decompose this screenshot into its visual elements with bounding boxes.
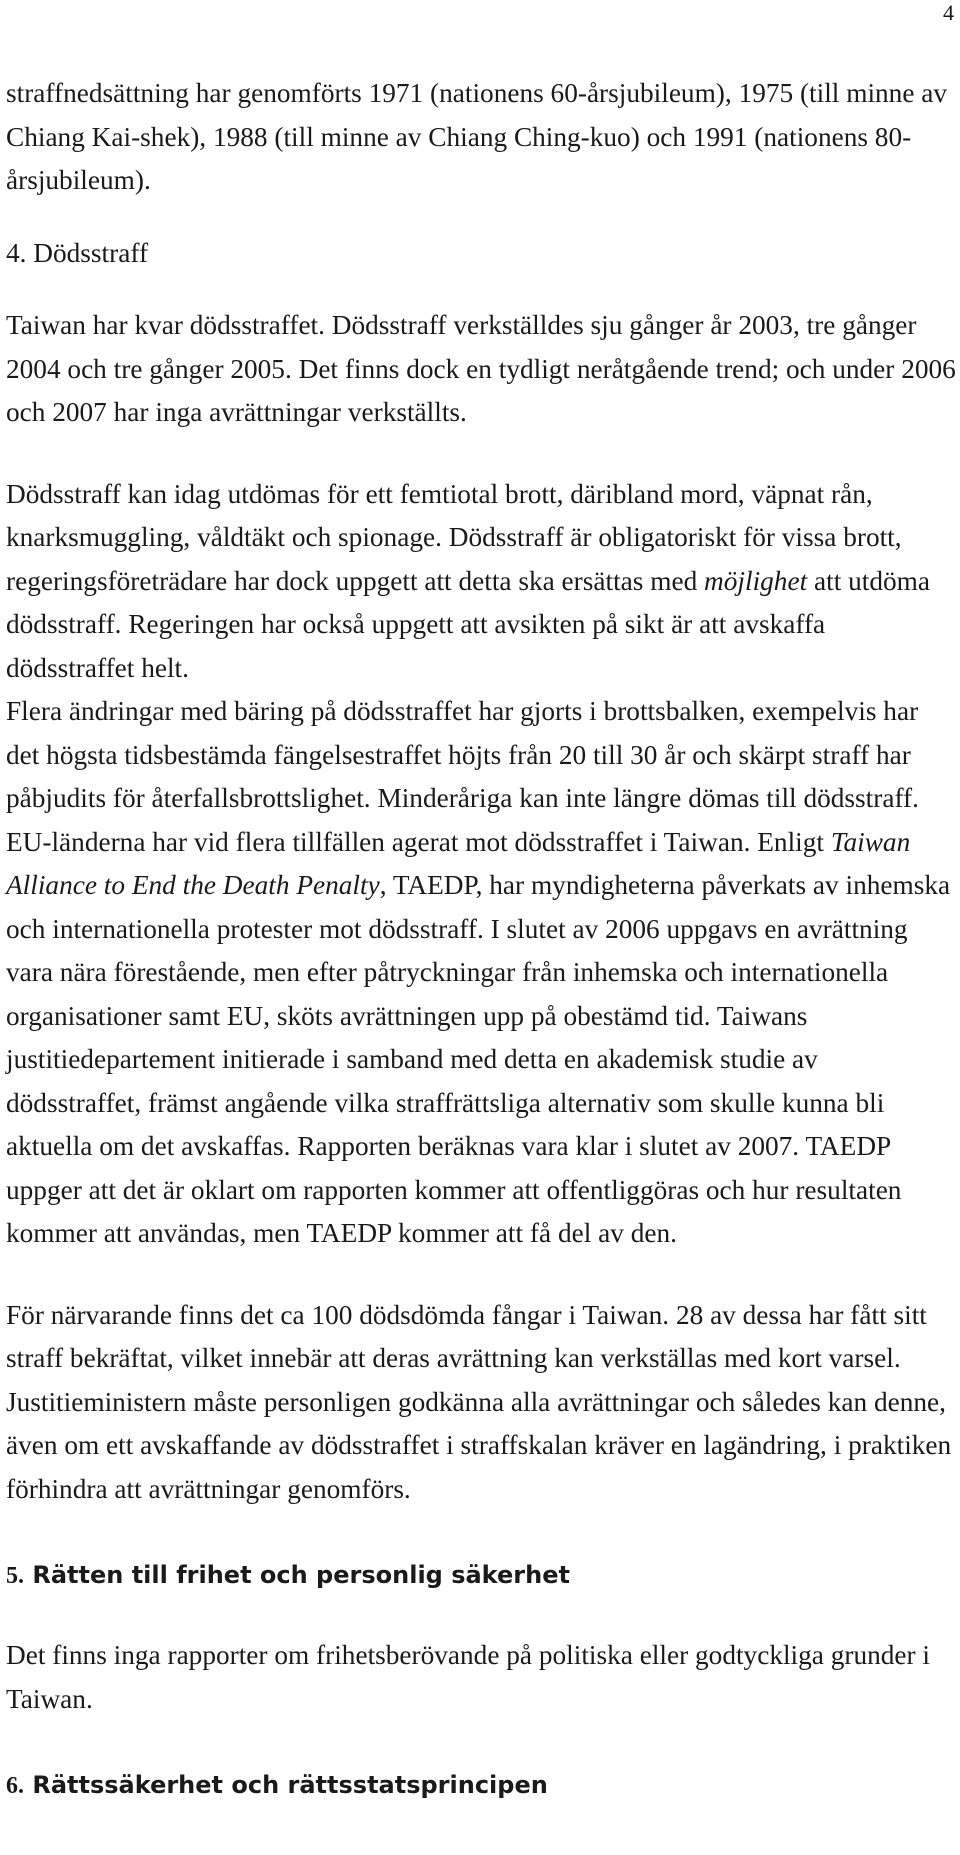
italic-text: möjlighet [704,565,808,596]
section-heading-6 [6,1765,956,1806]
paragraph-death-penalty-intro: Taiwan har kvar dödsstraffet. Dödsstraff verkställdes sju gånger år 2003, tre gånger 2004 och tre gånger 2005. Det finns dock en tydligt neråtgående trend; och under 2006 och 2007 har inga avrättningar verkställts. [6,310,956,427]
heading-text: Rätten till frihet och personlig säkerhet [32,1561,570,1589]
heading-number: 6. [6,1773,24,1799]
page-number: 4 [943,0,954,25]
text-span: att utdöma dödsstraff. Regeringen har också uppgett att avsikten på sikt är att avskaffa dödsstraffet helt. [6,565,930,683]
section-heading-5 [6,1555,956,1596]
paragraph-penal-code-changes: Flera ändringar med bäring på dödsstraffet har gjorts i brottsbalken, exempelvis har det högsta tidsbestämda fängelsestraffet höjts från 20 till 30 år och skärpt straff har påbjudits för återfallsbrottslighet. Minderåriga kan inte längre dömas till dödsstraff. [6,696,919,813]
paragraph-amnesty-continued: straffnedsättning har genomförts 1971 (nationens 60-årsjubileum), 1975 (till minne av Chiang Kai-shek), 1988 (till minne av Chiang Ching-kuo) och 1991 (nationens 80-årsjubileum). [6,78,948,195]
italic-organization-name: Taiwan Alliance to End the Death Penalty [6,826,911,900]
text-span: EU-länderna har vid flera tillfällen agerat mot dödsstraffet i Taiwan. Enligt [6,826,831,857]
text-span: , TAEDP, har myndigheterna påverkats av inhemska och internationella protester mot dödsstraff. I slutet av 2006 uppgavs en avrättning vara nära förestående, men efter påtryckningar från inhemska och internationella organisationer samt EU, sköts avrättningen upp på obestämd tid. Taiwans justitiedepartement initierade i samband med detta en akademisk studie av dödsstraffet, främst angående vilka straffrättsliga alternativ som skulle kunna bli aktuella om det avskaffas. Rapporten beräknas vara klar i slutet av 2007. TAEDP uppger att det är oklart om rapporten kommer att offentliggöras och hur resultaten kommer att användas, men TAEDP kommer att få del av den. [6,870,951,1248]
text-span: Dödsstraff kan idag utdömas för ett femtiotal brott, däribland mord, väpnat rån, knarksmuggling, våldtäkt och spionage. Dödsstraff är obligatoriskt för vissa brott, regeringsföreträdare har dock uppgett att detta ska ersättas med [6,478,902,596]
paragraph-liberty: Det finns inga rapporter om frihetsberövande på politiska eller godtyckliga grunder i Taiwan. [6,1640,931,1714]
section-heading-4: 4. Dödsstraff [6,237,149,268]
paragraph-death-penalty-crimes [6,473,956,691]
paragraph-death-row-prisoners: För närvarande finns det ca 100 dödsdömda fångar i Taiwan. 28 av dessa har fått sitt straff bekräftat, vilket innebär att deras avrättning kan verkställas med kort varsel. Justitieministern måste personligen godkänna alla avrättningar och således kan denne, även om ett avskaffande av dödsstraffet i straffskalan kräver en lagändring, i praktiken förhindra att avrättningar genomförs. [6,1299,952,1504]
document-body [6,72,956,1806]
paragraph-eu-actions [6,821,956,1256]
heading-text: Rättssäkerhet och rättsstatsprincipen [32,1771,548,1799]
heading-number: 5. [6,1563,24,1589]
